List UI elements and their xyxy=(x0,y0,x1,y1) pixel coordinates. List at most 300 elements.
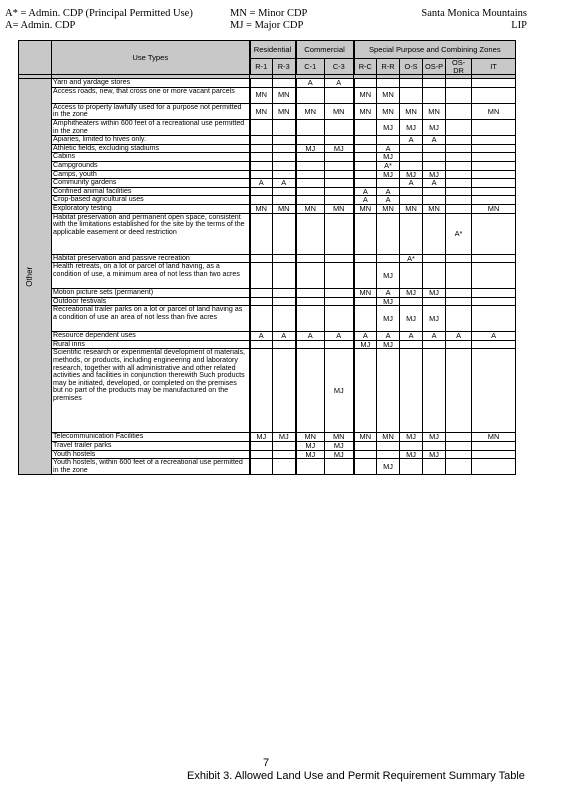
permit-cell xyxy=(250,187,273,196)
permit-cell xyxy=(472,349,516,433)
permit-cell: A xyxy=(377,187,400,196)
group-special-purpose: Special Purpose and Combining Zones xyxy=(354,41,516,59)
use-type-label: Yarn and yardage stores xyxy=(52,79,250,88)
permit-cell: A xyxy=(472,332,516,341)
table-row xyxy=(19,442,516,451)
permit-cell xyxy=(446,289,472,298)
permit-cell: MN xyxy=(273,87,296,103)
use-type-label: Exploratory testing xyxy=(52,204,250,213)
permit-cell xyxy=(446,306,472,332)
permit-cell xyxy=(354,170,377,179)
permit-cell xyxy=(250,442,273,451)
permit-cell xyxy=(250,459,273,475)
permit-cell xyxy=(446,179,472,188)
permit-cell xyxy=(472,187,516,196)
permit-cell xyxy=(400,144,423,153)
permit-cell xyxy=(354,136,377,145)
permit-cell xyxy=(423,263,446,289)
permit-cell xyxy=(472,87,516,103)
permit-cell xyxy=(250,153,273,162)
permit-cell xyxy=(472,153,516,162)
permit-cell: A xyxy=(250,179,273,188)
permit-cell: MN xyxy=(354,103,377,119)
permit-cell: MN xyxy=(423,103,446,119)
permit-cell xyxy=(354,263,377,289)
permit-cell: MJ xyxy=(377,297,400,306)
permit-cell: MJ xyxy=(423,170,446,179)
use-type-label: Camps, youth xyxy=(52,170,250,179)
permit-cell: MN xyxy=(296,433,325,442)
permit-cell xyxy=(296,349,325,433)
permit-cell xyxy=(446,161,472,170)
permit-cell: A xyxy=(325,332,354,341)
permit-cell xyxy=(377,450,400,459)
permit-cell xyxy=(296,306,325,332)
doc-code: LIP xyxy=(511,20,527,31)
use-type-label: Access roads, new, that cross one or more vacant parcels xyxy=(52,87,250,103)
permit-cell xyxy=(400,297,423,306)
permit-cell xyxy=(446,144,472,153)
permit-cell xyxy=(472,213,516,254)
permit-cell: A xyxy=(250,332,273,341)
table-row xyxy=(19,450,516,459)
permit-cell: A xyxy=(273,332,296,341)
permit-cell: MN xyxy=(377,204,400,213)
permit-cell xyxy=(377,213,400,254)
permit-cell xyxy=(354,213,377,254)
permit-cell: MN xyxy=(377,87,400,103)
table-row xyxy=(19,306,516,332)
region-label: Santa Monica Mountains xyxy=(421,8,527,19)
permit-cell: MJ xyxy=(423,289,446,298)
permit-cell: MJ xyxy=(296,144,325,153)
permit-cell: MN xyxy=(296,103,325,119)
permit-cell xyxy=(472,442,516,451)
permit-cell xyxy=(472,306,516,332)
permit-cell xyxy=(377,442,400,451)
permit-cell: A xyxy=(423,136,446,145)
permit-cell: A xyxy=(423,179,446,188)
zone-header: C-1 xyxy=(296,59,325,75)
permit-cell: MJ xyxy=(273,433,296,442)
permit-cell: MJ xyxy=(325,349,354,433)
table-row xyxy=(19,254,516,263)
zone-header: C-3 xyxy=(325,59,354,75)
zone-header: OS-DR xyxy=(446,59,472,75)
permit-cell: MJ xyxy=(377,263,400,289)
permit-cell xyxy=(250,450,273,459)
permit-cell xyxy=(296,119,325,135)
permit-cell xyxy=(354,450,377,459)
permit-cell xyxy=(472,450,516,459)
permit-cell: MJ xyxy=(423,306,446,332)
permit-cell xyxy=(273,349,296,433)
permit-cell: A xyxy=(354,196,377,205)
permit-cell xyxy=(354,459,377,475)
permit-cell xyxy=(446,349,472,433)
permit-cell xyxy=(472,297,516,306)
use-type-label: Crop-based agricultural uses xyxy=(52,196,250,205)
permit-cell xyxy=(325,213,354,254)
table-row xyxy=(19,340,516,349)
permit-cell: A* xyxy=(377,161,400,170)
use-type-label: Scientific research or experimental development of materials, methods, or products, including engineering and laboratory research, together with all administrative and other related activities and facilities in conjunction therewith Such products may be initiated, developed, or completed on the premises but no part of the products may be manufactured on the premises xyxy=(52,349,250,433)
permit-cell xyxy=(423,196,446,205)
permit-cell: MN xyxy=(273,204,296,213)
permit-cell xyxy=(273,170,296,179)
permit-cell xyxy=(446,136,472,145)
permit-cell xyxy=(423,442,446,451)
permit-cell xyxy=(446,103,472,119)
table-row xyxy=(19,103,516,119)
permit-cell: A xyxy=(446,332,472,341)
permit-cell: MN xyxy=(325,204,354,213)
permit-cell xyxy=(423,254,446,263)
use-type-label: Habitat preservation and passive recreation xyxy=(52,254,250,263)
legend-a-star: A* = Admin. CDP (Principal Permitted Use) xyxy=(5,8,193,19)
zone-header: O-S xyxy=(400,59,423,75)
permit-cell xyxy=(446,196,472,205)
permit-cell xyxy=(377,254,400,263)
permit-cell xyxy=(250,349,273,433)
permit-cell xyxy=(273,187,296,196)
permit-cell xyxy=(472,119,516,135)
permit-cell xyxy=(273,144,296,153)
permit-cell: MJ xyxy=(377,119,400,135)
category-side-label xyxy=(19,79,52,475)
permit-cell xyxy=(273,459,296,475)
permit-cell: A xyxy=(273,179,296,188)
permit-cell xyxy=(377,179,400,188)
permit-cell xyxy=(250,136,273,145)
permit-cell xyxy=(446,459,472,475)
land-use-table xyxy=(18,40,516,475)
corner-cell xyxy=(19,41,52,75)
permit-cell: MN xyxy=(354,289,377,298)
permit-cell xyxy=(400,459,423,475)
table-row xyxy=(19,170,516,179)
table-row xyxy=(19,433,516,442)
permit-cell xyxy=(446,87,472,103)
permit-cell xyxy=(273,79,296,88)
permit-cell: MN xyxy=(472,433,516,442)
permit-cell xyxy=(296,213,325,254)
permit-cell: A xyxy=(400,179,423,188)
permit-cell: A xyxy=(400,136,423,145)
permit-cell xyxy=(400,79,423,88)
table-row xyxy=(19,332,516,341)
permit-cell xyxy=(354,179,377,188)
table-row xyxy=(19,263,516,289)
permit-cell xyxy=(446,187,472,196)
permit-cell xyxy=(325,459,354,475)
permit-cell xyxy=(273,136,296,145)
table-row xyxy=(19,153,516,162)
permit-cell xyxy=(354,119,377,135)
permit-cell: MN xyxy=(377,433,400,442)
permit-cell xyxy=(325,263,354,289)
permit-cell xyxy=(273,196,296,205)
permit-cell: MJ xyxy=(377,306,400,332)
permit-cell xyxy=(250,340,273,349)
table-row xyxy=(19,213,516,254)
permit-cell xyxy=(446,170,472,179)
permit-cell xyxy=(250,254,273,263)
permit-cell: A xyxy=(325,79,354,88)
permit-cell xyxy=(472,144,516,153)
permit-cell: MJ xyxy=(377,340,400,349)
permit-cell xyxy=(472,289,516,298)
permit-cell: MJ xyxy=(377,459,400,475)
permit-cell xyxy=(472,179,516,188)
permit-cell xyxy=(400,153,423,162)
permit-cell xyxy=(377,136,400,145)
permit-cell: MJ xyxy=(400,433,423,442)
permit-cell xyxy=(250,170,273,179)
permit-cell: A xyxy=(377,144,400,153)
permit-cell xyxy=(423,213,446,254)
permit-cell xyxy=(273,442,296,451)
permit-cell xyxy=(423,161,446,170)
permit-cell xyxy=(400,340,423,349)
use-type-label: Campgrounds xyxy=(52,161,250,170)
permit-cell xyxy=(400,349,423,433)
permit-cell xyxy=(423,340,446,349)
permit-cell: MJ xyxy=(325,442,354,451)
permit-cell: MN xyxy=(423,204,446,213)
category-label: Other xyxy=(25,266,35,287)
permit-cell: MN xyxy=(273,103,296,119)
permit-cell xyxy=(446,297,472,306)
legend-mj: MJ = Major CDP xyxy=(230,20,304,31)
permit-cell xyxy=(400,442,423,451)
use-type-label: Travel trailer parks xyxy=(52,442,250,451)
permit-cell: A xyxy=(377,289,400,298)
permit-cell: A xyxy=(400,332,423,341)
permit-cell xyxy=(446,450,472,459)
page-number: 7 xyxy=(263,757,270,769)
permit-cell xyxy=(325,87,354,103)
permit-cell: MJ xyxy=(250,433,273,442)
permit-cell xyxy=(325,306,354,332)
permit-cell xyxy=(377,79,400,88)
permit-cell: MJ xyxy=(377,170,400,179)
permit-cell xyxy=(273,213,296,254)
permit-cell xyxy=(472,340,516,349)
table-row xyxy=(19,196,516,205)
table-row xyxy=(19,161,516,170)
permit-cell xyxy=(354,161,377,170)
use-type-label: Apiaries, limited to hives only. xyxy=(52,136,250,145)
permit-cell: A xyxy=(377,196,400,205)
permit-cell xyxy=(472,459,516,475)
use-type-label: Cabins xyxy=(52,153,250,162)
permit-cell xyxy=(423,79,446,88)
permit-cell xyxy=(296,153,325,162)
permit-cell xyxy=(296,161,325,170)
permit-cell xyxy=(423,187,446,196)
permit-cell: MN xyxy=(325,433,354,442)
permit-cell xyxy=(354,144,377,153)
permit-cell xyxy=(446,254,472,263)
permit-cell: A* xyxy=(446,213,472,254)
permit-cell xyxy=(273,340,296,349)
permit-cell xyxy=(273,153,296,162)
permit-cell xyxy=(325,289,354,298)
use-type-label: Motion picture sets (permanent) xyxy=(52,289,250,298)
permit-cell xyxy=(354,79,377,88)
permit-cell xyxy=(446,263,472,289)
table-row xyxy=(19,187,516,196)
permit-cell xyxy=(472,254,516,263)
permit-cell: A* xyxy=(400,254,423,263)
permit-cell xyxy=(472,263,516,289)
use-type-label: Amphitheaters within 600 feet of a recreational use permitted in the zone xyxy=(52,119,250,135)
permit-cell: MJ xyxy=(325,450,354,459)
zone-header: IT xyxy=(472,59,516,75)
permit-cell xyxy=(446,340,472,349)
permit-cell xyxy=(296,179,325,188)
permit-cell: A xyxy=(377,332,400,341)
permit-cell xyxy=(472,79,516,88)
permit-cell xyxy=(250,161,273,170)
permit-cell xyxy=(250,119,273,135)
zone-header: R-1 xyxy=(250,59,273,75)
table-row xyxy=(19,289,516,298)
permit-cell: MN xyxy=(354,87,377,103)
permit-cell xyxy=(377,349,400,433)
permit-cell xyxy=(296,459,325,475)
permit-cell xyxy=(250,196,273,205)
permit-cell xyxy=(354,153,377,162)
permit-cell: MN xyxy=(400,204,423,213)
permit-cell xyxy=(423,459,446,475)
permit-cell xyxy=(296,289,325,298)
permit-cell xyxy=(296,297,325,306)
permit-cell xyxy=(325,179,354,188)
permit-cell: MJ xyxy=(400,289,423,298)
permit-cell xyxy=(423,349,446,433)
permit-cell xyxy=(423,144,446,153)
table-row xyxy=(19,144,516,153)
table-row xyxy=(19,179,516,188)
permit-cell xyxy=(354,306,377,332)
permit-cell: A xyxy=(423,332,446,341)
permit-cell: MN xyxy=(377,103,400,119)
permit-cell xyxy=(325,161,354,170)
table-row xyxy=(19,459,516,475)
use-type-label: Access to property lawfully used for a purpose not permitted in the zone xyxy=(52,103,250,119)
permit-cell xyxy=(446,119,472,135)
permit-cell xyxy=(250,144,273,153)
permit-cell xyxy=(296,187,325,196)
permit-cell xyxy=(325,196,354,205)
use-type-label: Habitat preservation and permanent open space, consistent with the limitations established for the site by the terms of the applicable easement or deed restriction xyxy=(52,213,250,254)
permit-cell: MJ xyxy=(423,450,446,459)
permit-cell xyxy=(423,153,446,162)
permit-cell xyxy=(400,196,423,205)
permit-cell: MJ xyxy=(325,144,354,153)
legend-mn: MN = Minor CDP xyxy=(230,8,308,19)
use-type-label: Rural inns xyxy=(52,340,250,349)
zone-header: R-R xyxy=(377,59,400,75)
permit-cell xyxy=(400,263,423,289)
permit-cell: MN xyxy=(354,204,377,213)
permit-cell: MN xyxy=(472,103,516,119)
permit-cell xyxy=(354,297,377,306)
permit-cell: MN xyxy=(400,103,423,119)
permit-cell xyxy=(472,196,516,205)
permit-cell xyxy=(446,204,472,213)
permit-cell xyxy=(273,161,296,170)
permit-cell: MN xyxy=(250,87,273,103)
permit-cell: MJ xyxy=(296,442,325,451)
use-type-label: Resource dependent uses xyxy=(52,332,250,341)
permit-cell xyxy=(273,306,296,332)
permit-cell xyxy=(273,263,296,289)
table-caption: Exhibit 3. Allowed Land Use and Permit Requirement Summary Table xyxy=(187,770,525,782)
permit-cell xyxy=(250,289,273,298)
permit-cell: MN xyxy=(250,103,273,119)
permit-cell xyxy=(446,433,472,442)
permit-cell: MN xyxy=(296,204,325,213)
zone-header: R-C xyxy=(354,59,377,75)
permit-cell: MJ xyxy=(400,450,423,459)
table-row xyxy=(19,297,516,306)
table-row xyxy=(19,136,516,145)
permit-cell xyxy=(250,213,273,254)
permit-cell: A xyxy=(354,187,377,196)
permit-cell xyxy=(423,87,446,103)
permit-cell: MJ xyxy=(377,153,400,162)
table-row xyxy=(19,79,516,88)
permit-cell: MJ xyxy=(400,119,423,135)
permit-cell xyxy=(472,170,516,179)
table-row xyxy=(19,119,516,135)
permit-cell xyxy=(273,450,296,459)
permit-cell: MJ xyxy=(354,340,377,349)
permit-cell xyxy=(400,187,423,196)
use-type-label: Community gardens xyxy=(52,179,250,188)
permit-cell xyxy=(250,297,273,306)
permit-cell: MJ xyxy=(400,306,423,332)
table-row xyxy=(19,87,516,103)
use-type-label: Youth hostels, within 600 feet of a recreational use permitted in the zone xyxy=(52,459,250,475)
permit-cell: MN xyxy=(325,103,354,119)
permit-cell xyxy=(446,442,472,451)
permit-cell: MN xyxy=(354,433,377,442)
permit-cell xyxy=(423,297,446,306)
permit-cell xyxy=(325,136,354,145)
permit-cell xyxy=(446,79,472,88)
permit-cell xyxy=(296,263,325,289)
permit-cell: MJ xyxy=(400,170,423,179)
permit-cell xyxy=(325,153,354,162)
permit-cell xyxy=(325,254,354,263)
permit-cell xyxy=(354,442,377,451)
permit-cell xyxy=(273,119,296,135)
zone-header: R-3 xyxy=(273,59,296,75)
legend-a: A= Admin. CDP xyxy=(5,20,76,31)
permit-cell xyxy=(296,170,325,179)
permit-cell: MJ xyxy=(423,433,446,442)
group-commercial: Commercial xyxy=(296,41,354,59)
permit-cell: A xyxy=(296,79,325,88)
use-type-label: Outdoor festivals xyxy=(52,297,250,306)
permit-cell: MN xyxy=(250,204,273,213)
use-type-label: Youth hostels xyxy=(52,450,250,459)
use-type-label: Recreational trailer parks on a lot or parcel of land having as a condition of use an area of not less than five acres xyxy=(52,306,250,332)
